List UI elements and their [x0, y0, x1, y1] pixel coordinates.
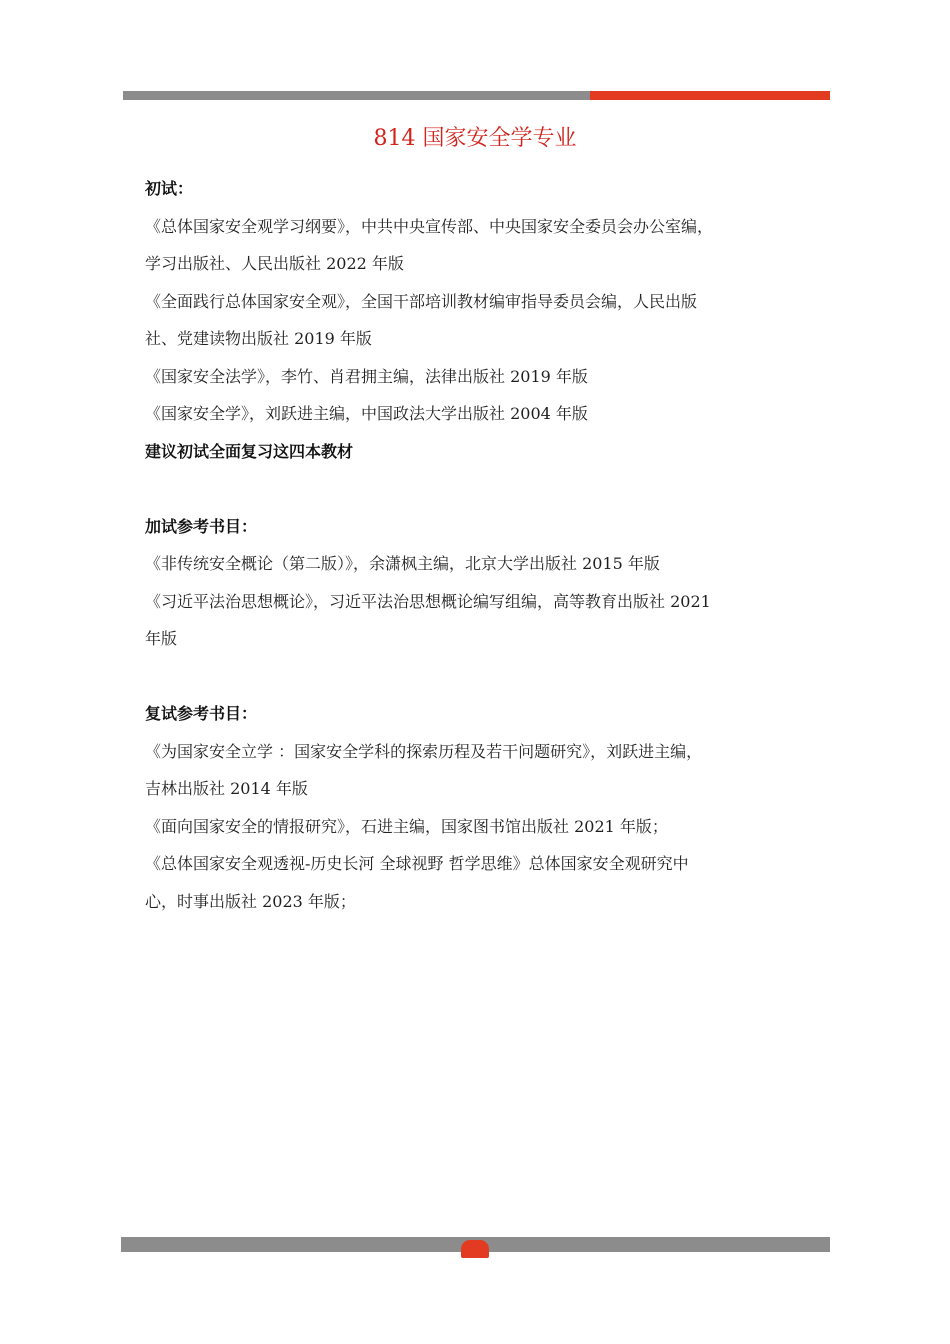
reference-line: 《为国家安全立学 ：国家安全学科的探索历程及若干问题研究》，刘跃进主编， — [145, 741, 703, 761]
reference-line: 吉林出版社 2014 年版 — [145, 779, 308, 798]
reference-line: 学习出版社、人民出版社 2022 年版 — [145, 254, 404, 273]
page-title: 814 国家安全学专业 — [373, 126, 577, 151]
reference-line: 《国家安全学》，刘跃进主编，中国政法大学出版社 2004 年版 — [145, 404, 588, 423]
reference-line: 《非传统安全概论（第二版）》，余潇枫主编，北京大学出版社 2015 年版 — [145, 554, 660, 573]
reference-line: 年版 — [145, 629, 178, 648]
header-bar-gray-segment — [123, 91, 590, 100]
header-bar-red-segment — [590, 91, 830, 100]
spacer — [145, 658, 825, 696]
section-heading-retest: 复试参考书目： — [145, 704, 258, 723]
reference-line: 心，时事出版社 2023 年版； — [145, 891, 356, 911]
reference-line: 《总体国家安全观透视-历史长河 全球视野 哲学思维》总体国家安全观研究中 — [145, 854, 689, 873]
footer-red-marker — [461, 1240, 489, 1258]
reference-line: 《总体国家安全观学习纲要》，中共中央宣传部、中央国家安全委员会办公室编， — [145, 216, 714, 236]
reference-line: 《国家安全法学》，李竹、肖君拥主编，法律出版社 2019 年版 — [145, 366, 588, 386]
reference-line: 《全面践行总体国家安全观》，全国干部培训教材编审指导委员会编，人民出版 — [145, 291, 698, 311]
reference-line: 社、党建读物出版社 2019 年版 — [145, 329, 372, 348]
section-heading-additional: 加试参考书目： — [145, 516, 258, 536]
spacer — [145, 470, 825, 508]
reference-line: 《习近平法治思想概论》，习近平法治思想概论编写组编，高等教育出版社 2021 — [145, 591, 711, 611]
document-body — [145, 170, 825, 920]
reference-line: 《面向国家安全的情报研究》，石进主编，国家图书馆出版社 2021 年版； — [145, 816, 668, 836]
header-decor-bar — [123, 91, 830, 100]
section-note: 建议初试全面复习这四本教材 — [145, 441, 354, 461]
section-heading-preliminary: 初试： — [145, 179, 194, 198]
